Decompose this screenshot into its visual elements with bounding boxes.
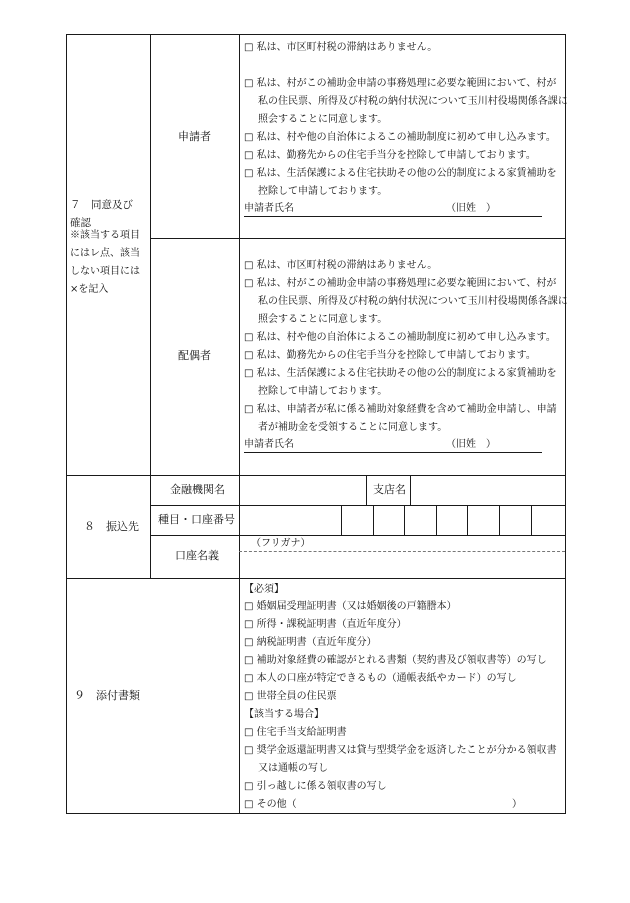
required-heading: 【必須】 xyxy=(244,584,284,595)
account-holder-field[interactable] xyxy=(240,552,564,577)
applicant-signature-line[interactable] xyxy=(244,202,542,217)
attachment-other-close: ） xyxy=(512,799,522,810)
spouse-consent-text: 照会することに同意します。 xyxy=(258,314,388,325)
attachment-item[interactable]: □ 世帯全員の住民票 xyxy=(244,691,337,702)
applicant-consent-text: 控除して申請しております。 xyxy=(258,186,388,197)
applicant-consent-item[interactable]: □ 私は、勤務先からの住宅手当分を控除して申請しております。 xyxy=(244,150,536,161)
bank-name-field[interactable] xyxy=(240,476,365,504)
section8-title: ８ 振込先 xyxy=(84,520,139,533)
spouse-signature-line[interactable] xyxy=(244,438,542,453)
applicant-consent-item[interactable]: □ 私は、市区町村税の滞納はありません。 xyxy=(244,42,438,53)
section7-title: ７ 同意及び 確認 xyxy=(70,199,133,229)
spouse-consent-text: 私の住民票、所得及び村税の納付状況について玉川村役場関係各課に xyxy=(258,296,568,307)
furigana-label: （フリガナ） xyxy=(251,538,311,549)
col-divider-2 xyxy=(239,34,240,814)
attachment-item[interactable]: □ 納税証明書（直近年度分） xyxy=(244,637,377,648)
former-name-label: （旧姓 ） xyxy=(446,203,496,214)
attachment-item[interactable]: □ 所得・課税証明書（直近年度分） xyxy=(244,619,407,630)
spouse-consent-item[interactable]: □ 私は、市区町村税の滞納はありません。 xyxy=(244,260,438,271)
attachment-item-continued: 又は通帳の写し xyxy=(258,763,328,774)
spouse-name-label: 申請者氏名 xyxy=(244,439,294,450)
attachment-item[interactable]: □ 奨学金返還証明書又は貸与型奨学金を返済したことが分かる領収書 xyxy=(244,745,557,756)
attachment-item[interactable]: □ 住宅手当支給証明書 xyxy=(244,727,347,738)
attachment-item[interactable]: □ 本人の口座が特定できるもの（通帳表紙やカード）の写し xyxy=(244,673,517,684)
table-left-border xyxy=(66,34,67,814)
account-holder-label: 口座名義 xyxy=(175,549,219,562)
applicant-consent-text: 照会することに同意します。 xyxy=(258,114,388,125)
spouse-label: 配偶者 xyxy=(178,349,211,362)
row-divider-applicant-spouse xyxy=(150,238,565,239)
branch-name-label: 支店名 xyxy=(373,483,406,496)
table-top-border xyxy=(66,34,565,35)
spouse-consent-text: 者が補助金を受領することに同意します。 xyxy=(258,422,448,433)
attachment-other-field[interactable] xyxy=(300,797,508,812)
spouse-consent-item[interactable]: □ 私は、生活保護による住宅扶助その他の公的制度による家賃補助を xyxy=(244,368,557,379)
account-row-divider xyxy=(150,535,565,536)
account-type-number-label: 種目・口座番号 xyxy=(158,513,235,526)
col-divider-1 xyxy=(150,34,151,579)
branch-divider-left xyxy=(366,475,367,505)
section9-title: ９ 添付書類 xyxy=(74,689,140,702)
account-number-field[interactable] xyxy=(240,506,564,534)
former-name-label: （旧姓 ） xyxy=(446,439,496,450)
section8-bottom-border xyxy=(66,578,565,579)
applicant-consent-item[interactable]: □ 私は、村や他の自治体によるこの補助制度に初めて申し込みます。 xyxy=(244,132,556,143)
applicant-label: 申請者 xyxy=(178,130,211,143)
branch-name-field[interactable] xyxy=(411,476,564,504)
spouse-consent-item[interactable]: □ 私は、申請者が私に係る補助対象経費を含めて補助金申請し、申請 xyxy=(244,404,557,415)
applicant-name-label: 申請者氏名 xyxy=(244,203,294,214)
spouse-consent-item[interactable]: □ 私は、勤務先からの住宅手当分を控除して申請しております。 xyxy=(244,350,536,361)
conditional-heading: 【該当する場合】 xyxy=(244,709,324,720)
attachment-item[interactable]: □ 婚姻届受理証明書（又は婚姻後の戸籍謄本） xyxy=(244,601,457,612)
table-bottom-border xyxy=(66,813,565,814)
applicant-consent-text: 私の住民票、所得及び村税の納付状況について玉川村役場関係各課に xyxy=(258,96,568,107)
bank-name-label: 金融機関名 xyxy=(170,483,225,496)
applicant-consent-item[interactable]: □ 私は、生活保護による住宅扶助その他の公的制度による家賃補助を xyxy=(244,168,557,179)
attachment-item-other[interactable]: □ その他（ xyxy=(244,799,297,810)
spouse-consent-text: 控除して申請しております。 xyxy=(258,386,388,397)
table-right-border xyxy=(565,34,566,814)
section7-note: ※該当する項目 にはレ点、該当 しない項目には ×を記入 xyxy=(70,230,140,295)
spouse-consent-item[interactable]: □ 私は、村や他の自治体によるこの補助制度に初めて申し込みます。 xyxy=(244,332,556,343)
attachment-item[interactable]: □ 補助対象経費の確認がとれる書類（契約書及び領収書等）の写し xyxy=(244,655,547,666)
attachment-item[interactable]: □ 引っ越しに係る領収書の写し xyxy=(244,781,387,792)
spouse-consent-item[interactable]: □ 私は、村がこの補助金申請の事務処理に必要な範囲において、村が xyxy=(244,278,557,289)
applicant-consent-item[interactable]: □ 私は、村がこの補助金申請の事務処理に必要な範囲において、村が xyxy=(244,78,557,89)
